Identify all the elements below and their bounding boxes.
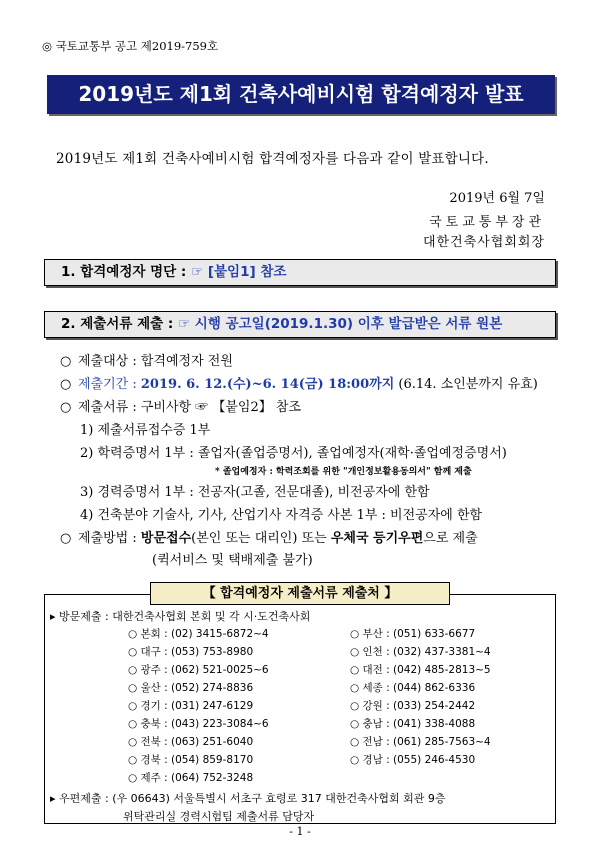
submit-target: ○ 제출대상 : 합격예정자 전원 xyxy=(60,354,233,369)
submit-documents: ○ 제출서류 : 구비사항 ☞ 【붙임2】 참조 xyxy=(60,400,302,415)
office-entry: ○ 충남 : (041) 338-4088 xyxy=(350,718,476,730)
office-entry: ○ 제주 : (064) 752-3248 xyxy=(128,772,254,784)
office-entry: ○ 세종 : (044) 862-6336 xyxy=(350,682,476,694)
signer-ministry: 국토교통부장관 xyxy=(429,215,545,230)
document-item-1: 1) 제출서류접수증 1부 xyxy=(80,423,211,438)
announcement-date: 2019년 6월 7일 xyxy=(449,191,545,206)
document-item-2: 2) 학력증명서 1부 : 졸업자(졸업증명서), 졸업예정자(재학·졸업예정증명서) xyxy=(80,446,507,461)
office-entry: ○ 경기 : (031) 247-6129 xyxy=(128,700,254,712)
visit-submission: ▸ 방문제출 : 대한건축사협회 본회 및 각 시·도건축사회 xyxy=(50,610,311,623)
section-document-submission: 2. 제출서류 제출 : ☞ 시행 공고일(2019.1.30) 이후 발급받은 서류 원본 xyxy=(44,311,556,338)
period-label: 제출기간 : xyxy=(78,377,141,392)
mail-recipient: 위탁관리실 경력시험팀 제출서류 담당자 xyxy=(123,810,315,823)
page-number: - 1 - xyxy=(289,825,311,838)
page-title: 2019년도 제1회 건축사예비시험 합격예정자 발표 xyxy=(47,75,555,114)
office-entry: ○ 본회 : (02) 3415-6872~4 xyxy=(128,628,269,640)
office-entry: ○ 경북 : (054) 859-8170 xyxy=(128,754,254,766)
office-entry: ○ 충북 : (043) 223-3084~6 xyxy=(128,718,269,730)
section-label: 2. 제출서류 제출 xyxy=(61,316,164,332)
section-label: 1. 합격예정자 명단 xyxy=(61,264,177,280)
notice-number: ◎ 국토교통부 공고 제2019-759호 xyxy=(42,39,219,53)
office-entry: ○ 전남 : (061) 285-7563~4 xyxy=(350,736,491,748)
box-title: 【 합격예정자 제출서류 제출처 】 xyxy=(150,582,450,605)
document-item-3: 3) 경력증명서 1부 : 전공자(고졸, 전문대졸), 비전공자에 한함 xyxy=(80,485,430,500)
section-candidate-list: 1. 합격예정자 명단 : ☞ [붙임1] 참조 xyxy=(44,259,556,286)
office-entry: ○ 광주 : (062) 521-0025~6 xyxy=(128,664,269,676)
submit-method: ○ 제출방법 : 방문접수(본인 또는 대리인) 또는 우체국 등기우편으로 제출 xyxy=(60,531,478,546)
period-value: 2019. 6. 12.(수)~6. 14(금) 18:00까지 xyxy=(140,377,395,392)
document-requirement-note: ☞ 시행 공고일(2019.1.30) 이후 발급받은 서류 원본 xyxy=(177,316,503,332)
period-note: (6.14. 소인분까지 유효) xyxy=(394,377,538,392)
office-entry: ○ 강원 : (033) 254-2442 xyxy=(350,700,476,712)
submit-method-note: (퀵서비스 및 택배제출 불가) xyxy=(152,553,313,568)
office-entry: ○ 대구 : (053) 753-8980 xyxy=(128,646,254,658)
graduate-note: * 졸업예정자 : 학력조회를 위한 "개인정보활용동의서" 함께 제출 xyxy=(215,467,472,477)
office-entry: ○ 전북 : (063) 251-6040 xyxy=(128,736,254,748)
submit-period: ○ 제출기간 : 2019. 6. 12.(수)~6. 14(금) 18:00까지 (6.14. 소인분까지 유효) xyxy=(60,377,538,392)
office-entry: ○ 경남 : (055) 246-4530 xyxy=(350,754,476,766)
mail-submission: ▸ 우편제출 : (우 06643) 서울특별시 서초구 효령로 317 대한건축사협회 회관 9층 xyxy=(50,792,446,805)
office-entry: ○ 인천 : (032) 437-3381~4 xyxy=(350,646,491,658)
attachment-1-reference: ☞ [붙임1] 참조 xyxy=(191,264,287,280)
office-entry: ○ 대전 : (042) 485-2813~5 xyxy=(350,664,491,676)
document-item-4: 4) 건축분야 기술사, 기사, 산업기사 자격증 사본 1부 : 비전공자에 한함 xyxy=(80,508,483,523)
office-entry: ○ 울산 : (052) 274-8836 xyxy=(128,682,254,694)
intro-text: 2019년도 제1회 건축사예비시험 합격예정자를 다음과 같이 발표합니다. xyxy=(56,151,489,167)
signer-association: 대한건축사협회회장 xyxy=(422,235,545,250)
office-entry: ○ 부산 : (051) 633-6677 xyxy=(350,628,476,640)
